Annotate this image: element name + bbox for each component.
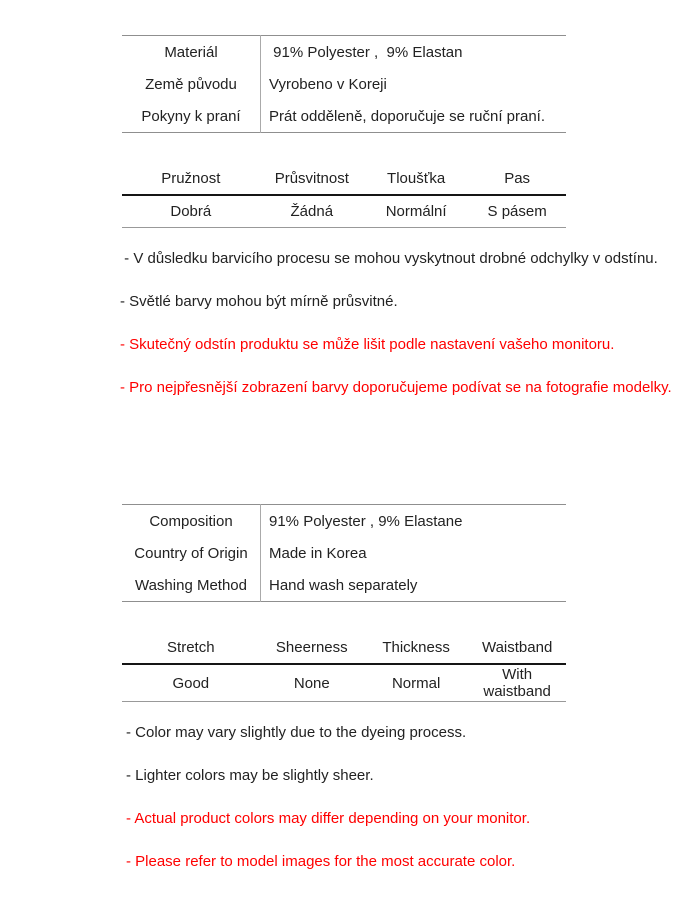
note-line-alert: - Please refer to model images for the most accurate color. (126, 853, 516, 870)
row-label: Washing Method (122, 569, 261, 602)
section-english (122, 422, 700, 870)
spec-header-cell: Sheerness (260, 632, 364, 664)
spec-value-row (122, 664, 566, 702)
spec-header-cell: Pas (468, 163, 566, 195)
row-label: Pokyny k praní (122, 100, 261, 133)
row-value: 91% Polyester , 9% Elastane (269, 512, 463, 530)
spec-value-cell: Normal (391, 674, 441, 692)
row-label: Země původu (122, 68, 261, 100)
row-value: Prát odděleně, doporučuje se ruční praní. (269, 107, 546, 125)
table-row (122, 100, 566, 133)
spec-value-cell: Dobrá (170, 203, 212, 220)
spec-value-cell: Good (172, 674, 210, 692)
note-line: - Světlé barvy mohou být mírně průsvitné. (120, 293, 398, 310)
spec-value-cell: Normální (385, 203, 447, 220)
row-value: Made in Korea (269, 544, 367, 562)
spec-header-cell: Pružnost (122, 163, 260, 195)
section-czech (122, 35, 700, 396)
note-line-alert: - Skutečný odstín produktu se může lišit podle nastavení vašeho monitoru. (120, 336, 615, 353)
row-label: Materiál (122, 36, 261, 69)
spec-header-cell: Stretch (122, 632, 260, 664)
table-row (122, 68, 566, 100)
note-line: - Lighter colors may be slightly sheer. (126, 767, 374, 784)
row-value: Vyrobeno v Koreji (269, 75, 387, 93)
note-line: - V důsledku barvicího procesu se mohou vyskytnout drobné odchylky v odstínu. (120, 250, 658, 267)
notes-cz (120, 250, 700, 396)
note-line: - Color may vary slightly due to the dyeing process. (126, 724, 467, 741)
spec-header-cell: Tloušťka (364, 163, 468, 195)
spec-header-cell: Thickness (364, 632, 468, 664)
spec-value-cell: With waistband (483, 666, 551, 700)
row-label: Composition (122, 505, 261, 538)
spec-value-cell: None (293, 674, 330, 692)
table-row (122, 537, 566, 569)
spec-header-row (122, 632, 566, 664)
notes-en (126, 724, 700, 870)
spec-header-cell: Průsvitnost (260, 163, 364, 195)
material-info-table-en (122, 504, 566, 602)
spec-table-en (122, 632, 566, 702)
material-info-table-cz (122, 35, 566, 133)
table-row (122, 569, 566, 602)
row-label: Country of Origin (122, 537, 261, 569)
spec-header-cell: Waistband (468, 632, 566, 664)
row-value: Hand wash separately (269, 576, 418, 594)
spec-table-cz (122, 163, 566, 228)
spec-value-row (122, 195, 566, 228)
spec-value-cell: S pásem (487, 203, 547, 220)
table-row (122, 36, 566, 69)
spec-value-cell: Žádná (290, 203, 334, 220)
spec-header-row (122, 163, 566, 195)
note-line-alert: - Actual product colors may differ depending on your monitor. (126, 810, 531, 827)
table-row (122, 505, 566, 538)
note-line-alert: - Pro nejpřesnější zobrazení barvy doporučujeme podívat se na fotografie modelky. (120, 379, 672, 396)
row-value: 91% Polyester , 9% Elastan (269, 43, 463, 61)
